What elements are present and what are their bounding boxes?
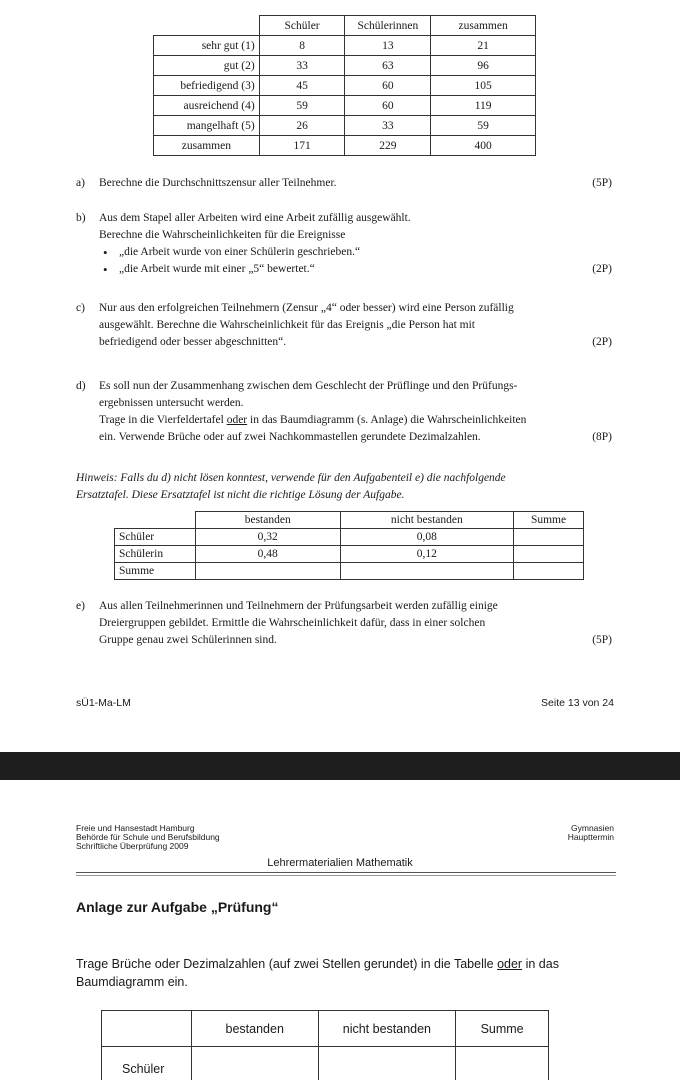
- table-cell: [195, 563, 340, 580]
- grades-table: [153, 15, 536, 156]
- list-item: • „die Arbeit wurde von einer Schülerin geschrieben.“: [99, 244, 616, 261]
- table-cell: 33: [259, 56, 345, 76]
- task-text: Dreiergruppen gebildet. Ermittle die Wahrscheinlichkeit dafür, dass in einer solchen: [99, 617, 486, 629]
- row-label: Schüler: [102, 1047, 192, 1080]
- task-text: ergebnissen untersucht werden.: [99, 397, 244, 409]
- table-row: [115, 563, 584, 580]
- task-text: ein. Verwende Brüche oder auf zwei Nachkommastellen gerundete Dezimalzahlen.: [99, 431, 481, 443]
- page-header-right: [568, 824, 614, 842]
- task-text: Gruppe genau zwei Schülerinnen sind.: [99, 634, 277, 646]
- header-cell: [115, 512, 196, 529]
- table-cell: [456, 1047, 549, 1080]
- header-cell: bestanden: [191, 1011, 318, 1047]
- header-line: Haupttermin: [567, 832, 614, 842]
- task-e: [76, 598, 616, 649]
- task-text: befriedigend oder besser abgeschnitten“.: [99, 336, 287, 348]
- row-label: mangelhaft (5): [154, 116, 260, 136]
- table-cell: 21: [431, 36, 536, 56]
- table-cell: 400: [431, 136, 536, 156]
- table-cell: [191, 1047, 318, 1080]
- header-line: Freie und Hansestadt Hamburg: [76, 823, 195, 833]
- header-line: Schriftliche Überprüfung 2009: [76, 841, 189, 851]
- table-cell: 63: [345, 56, 431, 76]
- table-row: [154, 36, 536, 56]
- underlined-oder: oder: [226, 414, 248, 426]
- row-label: ausreichend (4): [154, 96, 260, 116]
- table-cell: 119: [431, 96, 536, 116]
- table-cell: 171: [259, 136, 345, 156]
- table-cell: [318, 1047, 456, 1080]
- task-letter: e): [76, 600, 85, 612]
- table-cell: [514, 546, 584, 563]
- table-cell: 59: [431, 116, 536, 136]
- task-letter: c): [76, 302, 85, 314]
- header-cell: nicht bestanden: [340, 512, 514, 529]
- table-row: [154, 76, 536, 96]
- text-fragment: in das Baumdiagramm (s. Anlage) die Wahrscheinlichkeiten: [247, 414, 527, 426]
- header-cell: Schülerinnen: [345, 16, 431, 36]
- table-cell: 0,08: [340, 529, 514, 546]
- task-text: Aus dem Stapel aller Arbeiten wird eine Arbeit zufällig ausgewählt.: [99, 212, 411, 224]
- table-header-row: [115, 512, 584, 529]
- task-text: Es soll nun der Zusammenhang zwischen dem Geschlecht der Prüflinge und den Prüfungs-: [99, 380, 518, 392]
- row-label: zusammen: [154, 136, 260, 156]
- task-points: (2P): [592, 336, 612, 348]
- table-row: [154, 56, 536, 76]
- footer-doc-code: sÜ1-Ma-LM: [76, 697, 131, 709]
- header-cell: [154, 16, 260, 36]
- row-label: befriedigend (3): [154, 76, 260, 96]
- table-row: [154, 96, 536, 116]
- header-cell: Summe: [456, 1011, 549, 1047]
- table-cell: 59: [259, 96, 345, 116]
- header-divider: [76, 872, 616, 873]
- answer-table: [101, 1010, 549, 1080]
- row-label: sehr gut (1): [154, 36, 260, 56]
- table-cell: 45: [259, 76, 345, 96]
- task-letter: d): [76, 380, 86, 392]
- header-cell: Schüler: [259, 16, 345, 36]
- text-fragment: in das Baumdiagramm ein.: [76, 957, 559, 989]
- table-row: [154, 116, 536, 136]
- table-cell: 26: [259, 116, 345, 136]
- table-cell: [340, 563, 514, 580]
- hint-line: Ersatztafel. Diese Ersatztafel ist nicht die richtige Lösung der Aufgabe.: [76, 489, 405, 501]
- header-cell: nicht bestanden: [318, 1011, 456, 1047]
- task-text: ausgewählt. Berechne die Wahrscheinlichkeit für das Ereignis „die Person hat mit: [99, 319, 476, 331]
- row-label: Schülerin: [115, 546, 196, 563]
- table-row-total: [154, 136, 536, 156]
- underlined-oder: oder: [497, 957, 523, 971]
- task-points: (5P): [592, 634, 612, 646]
- table-cell: 96: [431, 56, 536, 76]
- row-label: gut (2): [154, 56, 260, 76]
- table-cell: 105: [431, 76, 536, 96]
- task-d: [76, 378, 616, 446]
- header-cell: Summe: [514, 512, 584, 529]
- text-fragment: Trage Brüche oder Dezimalzahlen (auf zwei Stellen gerundet) in die Tabelle: [76, 957, 498, 971]
- task-points: (8P): [592, 431, 612, 443]
- task-points: (5P): [592, 177, 612, 189]
- text-fragment: Trage in die Vierfeldertafel: [99, 414, 227, 426]
- table-row: [115, 546, 584, 563]
- footer-page-number: Seite 13 von 24: [541, 697, 614, 709]
- task-text: [99, 412, 616, 429]
- appendix-instruction: [76, 955, 616, 991]
- table-cell: [514, 529, 584, 546]
- appendix-title: Anlage zur Aufgabe „Prüfung“: [76, 899, 279, 915]
- header-line: Gymnasien: [571, 823, 614, 833]
- task-text: Berechne die Wahrscheinlichkeiten für die Ereignisse: [99, 229, 346, 241]
- table-cell: 33: [345, 116, 431, 136]
- table-cell: 13: [345, 36, 431, 56]
- table-cell: 8: [259, 36, 345, 56]
- hint-text: [76, 470, 616, 504]
- table-cell: 0,32: [195, 529, 340, 546]
- header-cell: zusammen: [431, 16, 536, 36]
- row-label: Summe: [115, 563, 196, 580]
- task-text: Aus allen Teilnehmerinnen und Teilnehmern der Prüfungsarbeit werden zufällig einige: [99, 600, 498, 612]
- table-header-row: [102, 1011, 549, 1047]
- task-letter: a): [76, 177, 85, 189]
- header-cell: [102, 1011, 192, 1047]
- event-list: [99, 244, 616, 278]
- header-cell: bestanden: [195, 512, 340, 529]
- task-text: Berechne die Durchschnittszensur aller Teilnehmer.: [99, 177, 337, 189]
- table-cell: 0,12: [340, 546, 514, 563]
- table-row: [102, 1047, 549, 1080]
- table-cell: [514, 563, 584, 580]
- page-14: [0, 780, 680, 1080]
- ersatz-table: [114, 511, 584, 580]
- page-separator: [0, 752, 680, 780]
- hint-line: Hinweis: Falls du d) nicht lösen konntest, verwende für den Aufgabenteil e) die nachfolgende: [76, 472, 506, 484]
- table-cell: 229: [345, 136, 431, 156]
- table-cell: 0,48: [195, 546, 340, 563]
- row-label: Schüler: [115, 529, 196, 546]
- task-a: [76, 175, 616, 192]
- table-row: [115, 529, 584, 546]
- header-divider: [76, 875, 616, 876]
- list-item: • „die Arbeit wurde mit einer „5“ bewertet.“: [99, 261, 616, 278]
- task-points: (2P): [592, 263, 612, 275]
- page-header-left: [76, 824, 220, 851]
- task-letter: b): [76, 212, 86, 224]
- task-c: [76, 300, 616, 351]
- header-line: Behörde für Schule und Berufsbildung: [76, 832, 220, 842]
- table-header-row: [154, 16, 536, 36]
- page-header-title: Lehrermaterialien Mathematik: [267, 857, 413, 869]
- task-text: Nur aus den erfolgreichen Teilnehmern (Zensur „4“ oder besser) wird eine Person zufällig: [99, 302, 514, 314]
- table-cell: 60: [345, 76, 431, 96]
- table-cell: 60: [345, 96, 431, 116]
- task-b: [76, 210, 616, 278]
